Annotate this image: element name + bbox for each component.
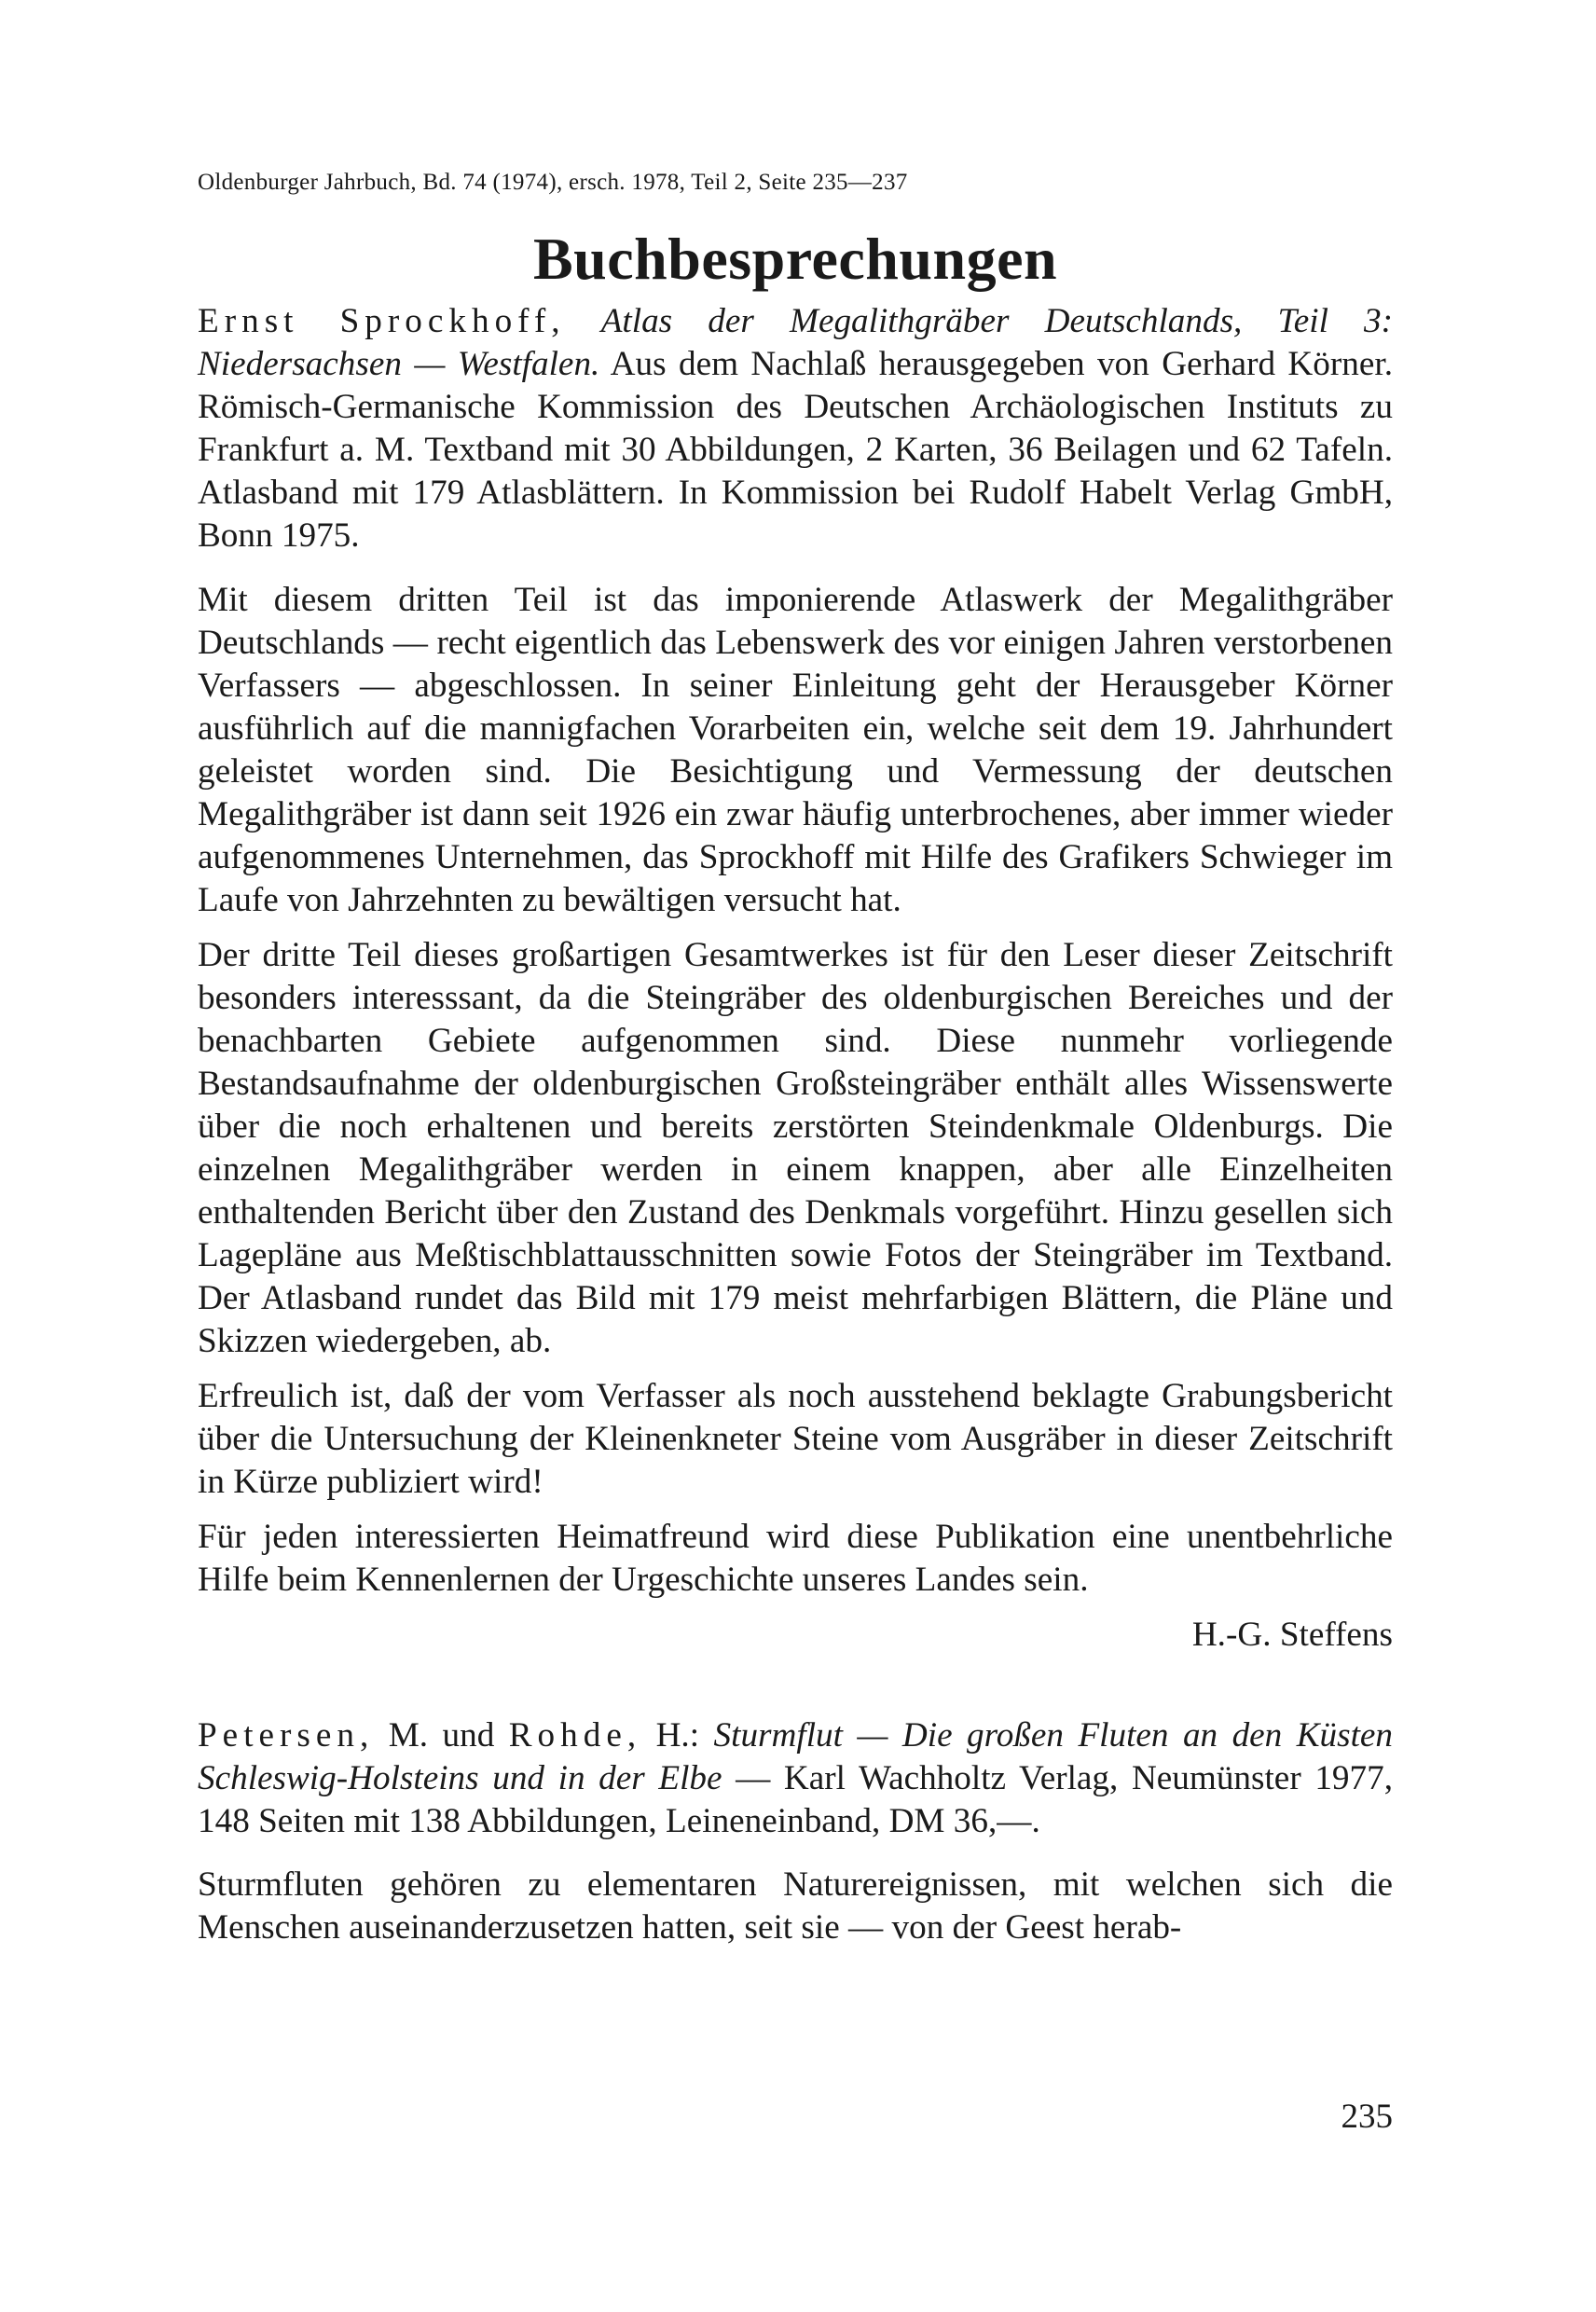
page-title: Buchbesprechungen [532,226,1058,292]
review-2-citation [198,1714,1393,1843]
review-1-paragraph: Für jeden interessierten Heimatfreund wird diese Publikation eine unentbehrliche Hilfe beim Kennenlernen der Urgeschichte unseres Landes sein. [198,1518,1393,1599]
review-2-bibliographic-details: — Karl Wachholtz Verlag, Neumünster 1977, 148 Seiten mit 138 Abbildungen, Leineneinband, DM 36,—. [198,1759,1393,1840]
review-2-author-1: Petersen, [198,1716,375,1755]
review-1-citation [198,300,1393,557]
review-1-paragraph: Mit diesem dritten Teil ist das imponierende Atlaswerk der Megalithgräber Deutschlands — recht eigentlich das Lebenswerk des vor einigen Jahren verstorbenen Verfassers — abgeschlossen. In seiner Einleitung geht der Herausgeber Körner ausführlich auf die mannigfachen Vorarbeiten ein, welche seit dem 19. Jahrhundert geleistet worden sind. Die Besichtigung und Vermessung der deutschen Megalithgräber ist dann seit 1926 ein zwar häufig unterbrochenes, aber immer wieder aufgenommenes Unternehmen, das Sprockhoff mit Hilfe des Grafikers Schwieger im Laufe von Jahrzehnten zu bewältigen versucht hat. [198,581,1393,919]
review-2-paragraph: Sturmfluten gehören zu elementaren Naturereignissen, mit welchen sich die Menschen auseinanderzusetzen hatten, seit sie — von der Geest herab- [198,1865,1393,1947]
review-2-author-2: Rohde, [508,1716,642,1755]
review-1-signature: H.-G. Steffens [1191,1616,1393,1654]
review-1-work-title: Atlas der Megalithgräber Deutschlands, Teil 3: Niedersachsen — Westfalen. [198,302,1393,383]
review-1-bibliographic-details: Aus dem Nachlaß herausgegeben von Gerhard Körner. Römisch-Germanische Kommission des Deutschen Archäologischen Instituts zu Frankfurt a. M. Textband mit 30 Abbildungen, 2 Karten, 36 Beilagen und 62 Tafeln. Atlasband mit 179 Atlasblättern. In Kommission bei Rudolf Habelt Verlag GmbH, Bonn 1975. [198,345,1393,555]
review-1-author: Ernst Sprockhoff, [198,302,566,340]
review-2-initial: H.: [641,1716,714,1755]
review-1-paragraph: Der dritte Teil dieses großartigen Gesamtwerkes ist für den Leser dieser Zeitschrift besonders interesssant, da die Steingräber des oldenburgischen Bereiches und der benachbarten Gebiete aufgenommen sind. Diese nunmehr vorliegende Bestandsaufnahme der oldenburgischen Großsteingräber enthält alles Wissenswerte über die noch erhaltenen und bereits zerstörten Steindenkmale Oldenburgs. Die einzelnen Megalithgräber werden in einem knappen, aber alle Einzelheiten enthaltenden Bericht über den Zustand des Denkmals vorgeführt. Hinzu gesellen sich Lagepläne aus Meßtischblattausschnitten sowie Fotos der Steingräber im Textband. Der Atlasband rundet das Bild mit 179 meist mehrfarbigen Blättern, die Pläne und Skizzen wiedergeben, ab. [198,936,1393,1360]
document-page [198,168,1393,1961]
page-number: 235 [1341,2098,1393,2136]
review-1-paragraph: Erfreulich ist, daß der vom Verfasser als noch ausstehend beklagte Grabungsbericht über die Untersuchung der Kleinenkneter Steine vom Ausgräber in dieser Zeitschrift in Kürze publiziert wird! [198,1377,1393,1501]
running-head: Oldenburger Jahrbuch, Bd. 74 (1974), ersch. 1978, Teil 2, Seite 235—237 [198,170,908,195]
review-2-work-title: Sturmflut — Die großen Fluten an den Küsten Schleswig-Holsteins und in der Elbe [198,1716,1394,1797]
review-2-joiner: M. und [374,1716,509,1755]
